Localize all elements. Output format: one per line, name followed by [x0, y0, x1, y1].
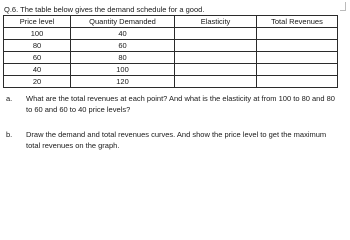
cell-elasticity — [175, 28, 257, 40]
question-part-b — [6, 129, 342, 151]
cell-total-revenue — [257, 64, 338, 76]
cell-total-revenue — [257, 76, 338, 88]
cell-elasticity — [175, 64, 257, 76]
cell-price: 100 — [4, 28, 71, 40]
cell-total-revenue — [257, 52, 338, 64]
header-elasticity: Elasticity — [175, 16, 257, 28]
page-corner-mark — [340, 2, 346, 11]
cell-quantity: 80 — [71, 52, 175, 64]
cell-elasticity — [175, 52, 257, 64]
part-a-marker: a. — [6, 94, 13, 103]
header-total-revenues: Total Revenues — [257, 16, 338, 28]
cell-quantity: 60 — [71, 40, 175, 52]
header-price-level: Price level — [4, 16, 71, 28]
cell-elasticity — [175, 76, 257, 88]
cell-total-revenue — [257, 40, 338, 52]
table-row — [4, 40, 338, 52]
table-header-row — [4, 16, 338, 28]
cell-price: 40 — [4, 64, 71, 76]
question-title: Q.6. The table below gives the demand schedule for a good. — [4, 5, 205, 14]
cell-quantity: 120 — [71, 76, 175, 88]
cell-total-revenue — [257, 28, 338, 40]
cell-elasticity — [175, 40, 257, 52]
cell-price: 60 — [4, 52, 71, 64]
part-b-text: Draw the demand and total revenues curves. And show the price level to get the maximum total revenues on the graph. — [26, 130, 327, 150]
table-row — [4, 28, 338, 40]
question-part-a — [6, 93, 342, 115]
cell-quantity: 100 — [71, 64, 175, 76]
table-row — [4, 76, 338, 88]
cell-quantity: 40 — [71, 28, 175, 40]
cell-price: 20 — [4, 76, 71, 88]
header-quantity-demanded: Quantity Demanded — [71, 16, 175, 28]
demand-schedule-table — [3, 15, 338, 88]
table-row — [4, 64, 338, 76]
part-b-marker: b. — [6, 130, 13, 139]
cell-price: 80 — [4, 40, 71, 52]
part-a-text: What are the total revenues at each point? And what is the elasticity at from 100 to 80 and 80 to 60 and 60 to 40 price levels? — [26, 94, 335, 114]
table-row — [4, 52, 338, 64]
